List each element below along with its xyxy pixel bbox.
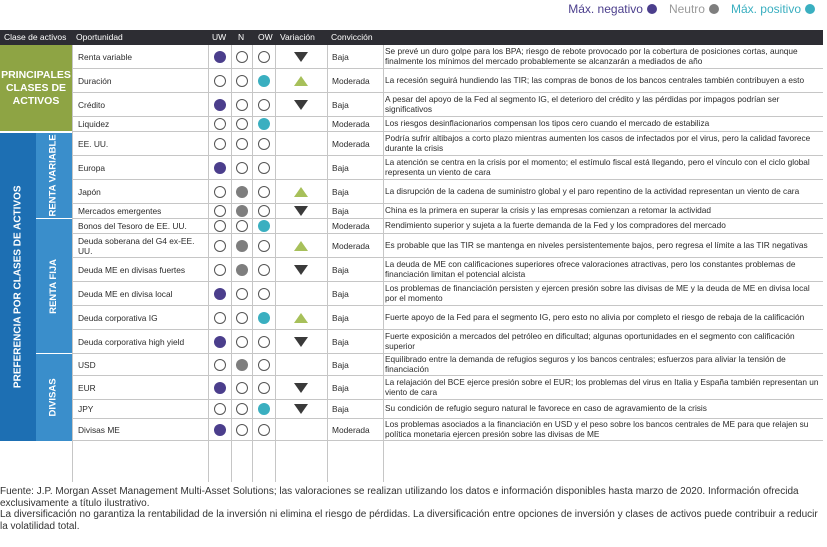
table-row — [72, 400, 823, 419]
position-uw-cell — [208, 180, 231, 203]
position-uw-cell — [208, 132, 231, 155]
opportunity-name: Deuda corporativa high yield — [78, 336, 185, 347]
table-row — [72, 117, 823, 132]
section-renta-fija-label: RENTA FIJA — [47, 259, 59, 314]
position-n-circle-icon — [236, 99, 248, 111]
position-ow-circle-icon — [258, 99, 270, 111]
footnotes — [0, 486, 823, 532]
table-row — [72, 219, 823, 234]
variation-cell — [275, 234, 327, 257]
position-n-circle-icon — [236, 186, 248, 198]
arrow-down-icon — [294, 206, 308, 216]
position-ow-circle-icon — [258, 264, 270, 276]
position-uw-cell — [208, 258, 231, 281]
legend-dot-icon — [647, 4, 657, 14]
position-n-circle-icon — [236, 264, 248, 276]
variation-cell — [275, 282, 327, 305]
opportunity-name: EUR — [78, 382, 96, 393]
table-row — [72, 330, 823, 354]
variation-cell — [275, 204, 327, 218]
position-n-cell — [231, 258, 252, 281]
position-uw-circle-icon — [214, 99, 226, 111]
position-uw-circle-icon — [214, 288, 226, 300]
position-uw-cell — [208, 93, 231, 116]
position-ow-circle-icon — [258, 51, 270, 63]
position-n-cell — [231, 306, 252, 329]
variation-cell — [275, 306, 327, 329]
table-row — [72, 419, 823, 441]
legend — [556, 2, 815, 16]
position-ow-circle-icon — [258, 205, 270, 217]
position-ow-circle-icon — [258, 75, 270, 87]
opportunity-name: EE. UU. — [78, 138, 109, 149]
variation-cell — [275, 258, 327, 281]
header-clase: Clase de activos — [4, 32, 67, 42]
legend-item — [669, 2, 719, 16]
position-uw-cell — [208, 45, 231, 68]
rationale-text: Los problemas asociados a la financiación en USD y el peso sobre los bancos centrales de ME para que relajen su política monetaria ejercen presión sobre las divisas de ME — [385, 418, 809, 439]
position-ow-cell — [252, 419, 275, 440]
section-divider — [36, 218, 72, 219]
position-ow-cell — [252, 234, 275, 257]
position-n-circle-icon — [236, 424, 248, 436]
position-ow-cell — [252, 93, 275, 116]
position-ow-cell — [252, 219, 275, 233]
position-ow-cell — [252, 180, 275, 203]
variation-cell — [275, 330, 327, 353]
position-n-cell — [231, 354, 252, 375]
position-ow-cell — [252, 117, 275, 131]
legend-label: Máx. positivo — [730, 2, 801, 16]
section-divisas-label: DIVISAS — [47, 378, 59, 417]
position-n-cell — [231, 204, 252, 218]
variation-cell — [275, 354, 327, 375]
legend-dot-icon — [805, 4, 815, 14]
position-n-circle-icon — [236, 51, 248, 63]
grid-line — [252, 45, 253, 482]
position-ow-cell — [252, 400, 275, 418]
position-ow-circle-icon — [258, 162, 270, 174]
opportunity-name: Deuda soberana del G4 ex-EE. UU. — [78, 235, 195, 256]
position-ow-cell — [252, 204, 275, 218]
position-ow-cell — [252, 156, 275, 179]
position-uw-circle-icon — [214, 424, 226, 436]
position-n-circle-icon — [236, 240, 248, 252]
table-row — [72, 204, 823, 219]
position-n-circle-icon — [236, 205, 248, 217]
rationale-text: La atención se centra en la crisis por el momento; el estímulo fiscal está llegando, pero el vínculo con el ciclo global representa un viento de cara — [385, 156, 810, 177]
position-ow-circle-icon — [258, 382, 270, 394]
position-uw-circle-icon — [214, 359, 226, 371]
rationale-text: La disrupción de la cadena de suministro global y el paro repentino de la actividad representan un viento de cara — [385, 185, 800, 196]
arrow-up-icon — [294, 76, 308, 86]
variation-cell — [275, 45, 327, 68]
position-uw-circle-icon — [214, 382, 226, 394]
position-n-circle-icon — [236, 118, 248, 130]
table-row — [72, 180, 823, 204]
position-uw-cell — [208, 234, 231, 257]
variation-cell — [275, 219, 327, 233]
conviction: Baja — [332, 288, 349, 299]
position-n-circle-icon — [236, 382, 248, 394]
position-n-circle-icon — [236, 336, 248, 348]
arrow-down-icon — [294, 265, 308, 275]
opportunity-name: Bonos del Tesoro de EE. UU. — [78, 221, 187, 231]
legend-item — [731, 2, 815, 16]
table-row — [72, 45, 823, 69]
conviction: Moderada — [332, 240, 370, 251]
opportunity-name: Duración — [78, 75, 112, 86]
position-ow-circle-icon — [258, 403, 270, 415]
position-ow-circle-icon — [258, 118, 270, 130]
arrow-up-icon — [294, 187, 308, 197]
rationale-text: Equilibrado entre la demanda de refugios seguros y los bancos centrales; esfuerzos para aliviar la tensión de financiación — [385, 353, 786, 374]
rationale-text: Rendimiento superior y sujeta a la fuerte demanda de la Fed y los compradores del mercado — [385, 220, 726, 231]
position-ow-cell — [252, 354, 275, 375]
position-ow-circle-icon — [258, 240, 270, 252]
position-n-cell — [231, 69, 252, 92]
position-n-circle-icon — [236, 138, 248, 150]
legend-item — [568, 2, 657, 16]
rationale-text: A pesar del apoyo de la Fed al segmento IG, el deterioro del crédito y las pérdidas por impagos podrían ser significativos — [385, 93, 780, 114]
conviction: Baja — [332, 186, 349, 197]
position-uw-cell — [208, 219, 231, 233]
position-uw-cell — [208, 330, 231, 353]
position-uw-cell — [208, 117, 231, 131]
rationale-text: Se prevé un duro golpe para los BPA; riesgo de rebote provocado por la cobertura de posiciones cortas, aunque finalmente los mínimos del mercado probablemente se alcanzarán a mediados de año — [385, 45, 798, 66]
asset-class-table — [0, 45, 823, 441]
rationale-text: La recesión seguirá hundiendo las TIR; las compras de bonos de los bancos centrales también contribuyen a esto — [385, 74, 805, 85]
rationale-text: China es la primera en superar la crisis y las empresas comienzan a retomar la actividad — [385, 205, 712, 216]
position-uw-circle-icon — [214, 240, 226, 252]
opportunity-name: Divisas ME — [78, 424, 120, 435]
position-ow-circle-icon — [258, 336, 270, 348]
variation-cell — [275, 93, 327, 116]
table-row — [72, 234, 823, 258]
position-n-cell — [231, 282, 252, 305]
variation-cell — [275, 419, 327, 440]
position-n-cell — [231, 376, 252, 399]
position-ow-cell — [252, 306, 275, 329]
table-row — [72, 306, 823, 330]
section-renta-variable-label: RENTA VARIABLE — [47, 134, 59, 217]
legend-label: Máx. negativo — [568, 2, 643, 16]
conviction: Baja — [332, 51, 349, 62]
opportunity-name: Renta variable — [78, 51, 133, 62]
variation-cell — [275, 156, 327, 179]
position-uw-circle-icon — [214, 205, 226, 217]
position-uw-circle-icon — [214, 51, 226, 63]
position-uw-circle-icon — [214, 75, 226, 87]
position-ow-cell — [252, 330, 275, 353]
conviction: Baja — [332, 336, 349, 347]
table-header — [0, 30, 823, 45]
position-ow-circle-icon — [258, 138, 270, 150]
position-uw-circle-icon — [214, 403, 226, 415]
header-ow: OW — [258, 32, 273, 42]
conviction: Baja — [332, 206, 349, 216]
position-n-circle-icon — [236, 359, 248, 371]
footnote-source: Fuente: J.P. Morgan Asset Management Multi-Asset Solutions; las valoraciones se realizan utilizando los datos e información disponibles hasta marzo de 2020. Información ofrecida exclusivamente a título ilustrativo. — [0, 486, 799, 509]
position-uw-circle-icon — [214, 220, 226, 232]
opportunity-name: JPY — [78, 404, 94, 414]
position-n-cell — [231, 234, 252, 257]
opportunity-name: Europa — [78, 162, 106, 173]
position-ow-circle-icon — [258, 424, 270, 436]
opportunity-name: Deuda ME en divisas fuertes — [78, 264, 186, 275]
conviction: Moderada — [332, 138, 370, 149]
rationale-text: Los riesgos desinflacionarios compensan los tipos cero cuando el mercado de estabiliza — [385, 118, 710, 129]
position-n-cell — [231, 219, 252, 233]
header-n: N — [238, 32, 245, 42]
position-ow-cell — [252, 376, 275, 399]
position-n-circle-icon — [236, 403, 248, 415]
footnote-disclaimer: La diversificación no garantiza la rentabilidad de la inversión ni elimina el riesgo de pérdidas. La diversificación entre opciones de inversión y clases de activos puede contribuir a reducir la volatilidad total. — [0, 509, 818, 532]
position-uw-circle-icon — [214, 138, 226, 150]
section-principales-label: PRINCIPALES CLASES DE ACTIVOS — [1, 69, 71, 107]
position-ow-circle-icon — [258, 220, 270, 232]
position-ow-circle-icon — [258, 288, 270, 300]
header-oportunidad: Oportunidad — [76, 32, 123, 42]
position-ow-cell — [252, 45, 275, 68]
arrow-down-icon — [294, 337, 308, 347]
table-row — [72, 354, 823, 376]
opportunity-name: Japón — [78, 186, 101, 197]
rationale-text: Fuerte apoyo de la Fed para el segmento IG, pero esto no alivia por completo el riesgo de rebaja de la calificación — [385, 311, 805, 322]
conviction: Moderada — [332, 119, 370, 129]
table-row — [72, 376, 823, 400]
position-uw-cell — [208, 69, 231, 92]
arrow-down-icon — [294, 404, 308, 414]
opportunity-name: Mercados emergentes — [78, 206, 162, 216]
opportunity-name: USD — [78, 359, 96, 370]
variation-cell — [275, 117, 327, 131]
grid-line — [275, 45, 276, 482]
position-n-cell — [231, 419, 252, 440]
position-ow-circle-icon — [258, 359, 270, 371]
legend-dot-icon — [709, 4, 719, 14]
table-row — [72, 69, 823, 93]
opportunity-name: Deuda ME en divisa local — [78, 288, 173, 299]
header-uw: UW — [212, 32, 227, 42]
section-principales — [0, 45, 72, 132]
position-n-cell — [231, 117, 252, 131]
position-n-cell — [231, 45, 252, 68]
conviction: Baja — [332, 312, 349, 323]
section-preferencia-label: PREFERENCIA POR CLASES DE ACTIVOS — [12, 185, 24, 388]
variation-cell — [275, 69, 327, 92]
position-uw-cell — [208, 400, 231, 418]
position-n-circle-icon — [236, 162, 248, 174]
arrow-up-icon — [294, 241, 308, 251]
variation-cell — [275, 376, 327, 399]
variation-cell — [275, 400, 327, 418]
table-row — [72, 282, 823, 306]
position-uw-circle-icon — [214, 118, 226, 130]
header-conviccion: Convicción — [331, 32, 373, 42]
position-n-circle-icon — [236, 288, 248, 300]
position-uw-circle-icon — [214, 336, 226, 348]
position-n-cell — [231, 93, 252, 116]
conviction: Baja — [332, 264, 349, 275]
position-uw-cell — [208, 419, 231, 440]
arrow-down-icon — [294, 100, 308, 110]
position-uw-cell — [208, 354, 231, 375]
table-row — [72, 258, 823, 282]
table-row — [72, 156, 823, 180]
conviction: Moderada — [332, 424, 370, 435]
position-n-cell — [231, 132, 252, 155]
position-uw-cell — [208, 376, 231, 399]
conviction: Baja — [332, 404, 349, 414]
position-n-cell — [231, 180, 252, 203]
grid-line — [72, 45, 73, 482]
position-uw-circle-icon — [214, 264, 226, 276]
variation-cell — [275, 132, 327, 155]
conviction: Moderada — [332, 221, 370, 231]
section-renta-variable — [36, 132, 72, 219]
grid-line — [383, 45, 384, 482]
rationale-text: La deuda de ME con calificaciones superiores ofrece valoraciones atractivas, pero los constantes problemas de financiación limitan el potencial alcista — [385, 258, 796, 279]
grid-line — [327, 45, 328, 482]
conviction: Moderada — [332, 75, 370, 86]
position-n-cell — [231, 400, 252, 418]
position-n-cell — [231, 156, 252, 179]
rationale-text: Podría sufrir altibajos a corto plazo mientras aumenten los casos de infectados por el virus, pero la calidad favorece durante la crisis — [385, 132, 811, 153]
rationale-text: Fuerte exposición a mercados del petróleo en dificultad; algunas oportunidades en el segmento con calificación superior — [385, 330, 795, 351]
section-preferencia — [0, 132, 36, 441]
rationale-text: La relajación del BCE ejerce presión sobre el EUR; los problemas del virus en Italia y España también representan un viento de cara — [385, 376, 819, 397]
position-uw-cell — [208, 156, 231, 179]
grid-line — [208, 45, 209, 482]
legend-label: Neutro — [668, 2, 705, 16]
position-uw-cell — [208, 306, 231, 329]
conviction: Baja — [332, 359, 349, 370]
position-uw-circle-icon — [214, 186, 226, 198]
header-variacion: Variación — [280, 32, 315, 42]
arrow-down-icon — [294, 52, 308, 62]
arrow-down-icon — [294, 383, 308, 393]
position-n-circle-icon — [236, 220, 248, 232]
position-n-circle-icon — [236, 312, 248, 324]
position-uw-circle-icon — [214, 312, 226, 324]
conviction: Baja — [332, 162, 349, 173]
section-renta-fija — [36, 219, 72, 354]
rationale-text: Su condición de refugio seguro natural le favorece en caso de agravamiento de la crisis — [385, 403, 707, 414]
position-uw-cell — [208, 204, 231, 218]
position-ow-cell — [252, 282, 275, 305]
section-divisas — [36, 354, 72, 441]
rationale-text: Los problemas de financiación persisten y ejercen presión sobre las divisas de ME y la deuda de ME en divisa local por el momento — [385, 282, 810, 303]
arrow-up-icon — [294, 313, 308, 323]
position-uw-circle-icon — [214, 162, 226, 174]
position-ow-cell — [252, 258, 275, 281]
position-ow-circle-icon — [258, 186, 270, 198]
position-uw-cell — [208, 282, 231, 305]
rationale-text: Es probable que las TIR se mantenga en niveles persistentemente bajos, pero regresa el límite a las TIR negativas — [385, 239, 808, 250]
table-row — [72, 132, 823, 156]
section-divider — [36, 353, 72, 354]
table-row — [72, 93, 823, 117]
position-ow-cell — [252, 69, 275, 92]
conviction: Baja — [332, 382, 349, 393]
variation-cell — [275, 180, 327, 203]
conviction: Baja — [332, 99, 349, 110]
position-ow-cell — [252, 132, 275, 155]
opportunity-name: Deuda corporativa IG — [78, 312, 158, 323]
opportunity-name: Liquidez — [78, 119, 110, 129]
position-ow-circle-icon — [258, 312, 270, 324]
position-n-cell — [231, 330, 252, 353]
opportunity-name: Crédito — [78, 99, 105, 110]
grid-line — [231, 45, 232, 482]
position-n-circle-icon — [236, 75, 248, 87]
